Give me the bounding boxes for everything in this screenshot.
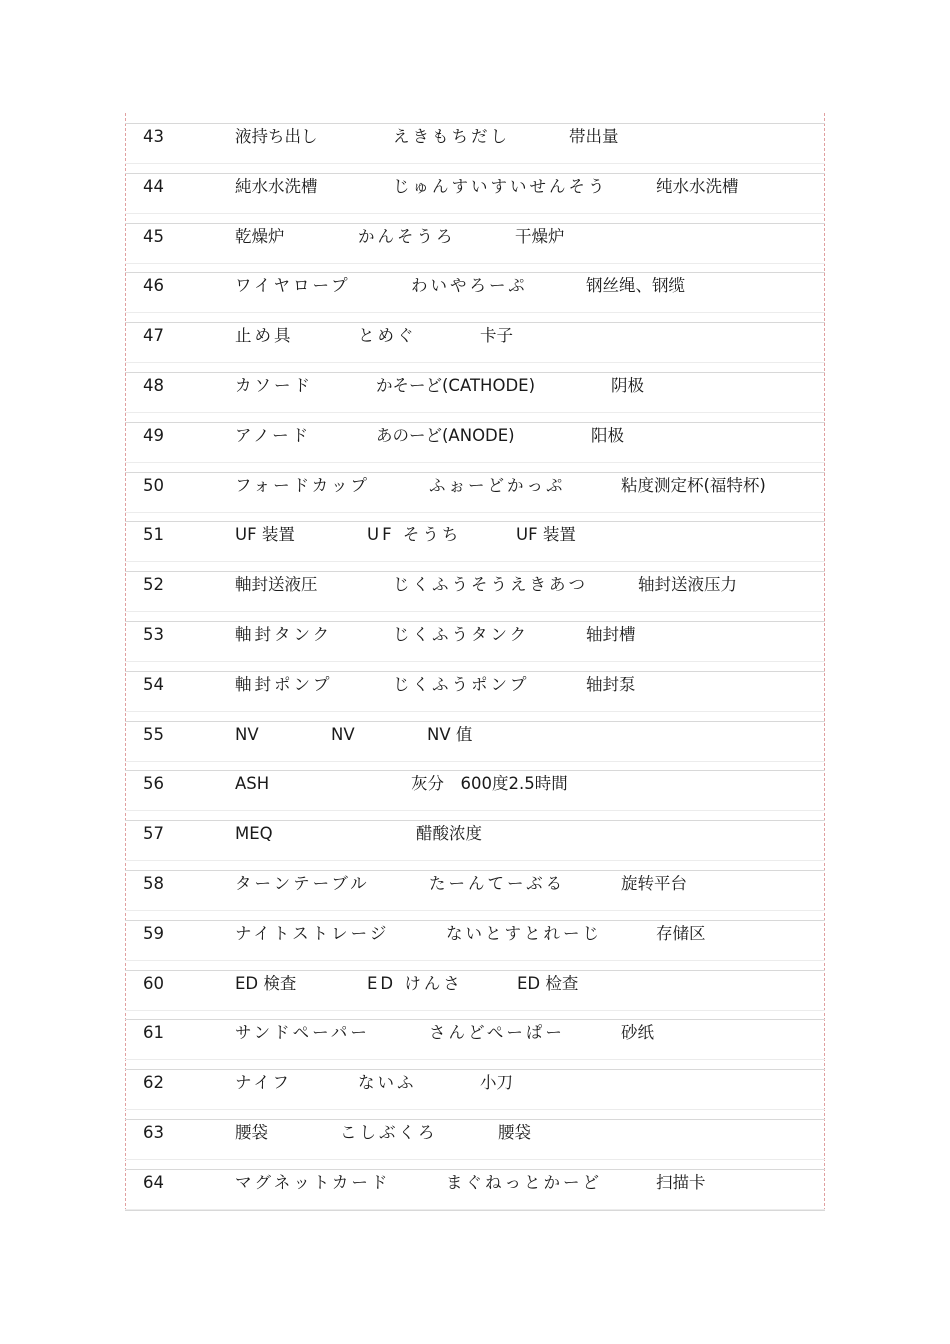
list-item	[0, 323, 950, 349]
row-divider	[125, 412, 825, 413]
row-divider	[125, 1119, 825, 1120]
item-number: 60	[143, 974, 164, 993]
row-divider	[125, 1210, 825, 1211]
item-number: 64	[143, 1173, 164, 1192]
term-chinese: 卡子	[480, 326, 513, 345]
item-number: 51	[143, 525, 164, 544]
item-number: 62	[143, 1073, 164, 1092]
term-japanese: 液持ち出し	[235, 127, 318, 146]
list-item	[0, 572, 950, 598]
term-japanese: MEQ	[235, 824, 273, 843]
item-number: 53	[143, 625, 164, 644]
term-note: 醋酸浓度	[416, 824, 482, 843]
term-reading: ないとすとれーじ	[446, 924, 602, 943]
list-item	[0, 473, 950, 499]
term-chinese: 腰袋	[498, 1123, 531, 1142]
row-divider	[125, 422, 825, 423]
term-reading: こしぶくろ	[340, 1123, 438, 1142]
row-divider	[125, 611, 825, 612]
term-japanese: フォードカップ	[235, 476, 371, 495]
item-number: 63	[143, 1123, 164, 1142]
term-reading: UF そうち	[367, 525, 462, 544]
term-chinese: 帯出量	[569, 127, 619, 146]
row-divider	[125, 621, 825, 622]
item-number: 58	[143, 874, 164, 893]
term-chinese: 阳极	[591, 426, 624, 445]
row-divider	[125, 521, 825, 522]
term-japanese: 純水水洗槽	[235, 177, 318, 196]
item-number: 52	[143, 575, 164, 594]
list-item	[0, 273, 950, 299]
row-divider	[125, 223, 825, 224]
row-divider	[125, 910, 825, 911]
term-reading: じくふうそうえきあつ	[393, 575, 588, 594]
list-item	[0, 622, 950, 648]
term-reading: ふぉーどかっぷ	[429, 476, 566, 495]
row-divider	[125, 123, 825, 124]
row-divider	[125, 173, 825, 174]
term-chinese: 轴封泵	[586, 675, 636, 694]
term-japanese: 乾燥炉	[235, 227, 285, 246]
list-item	[0, 921, 950, 947]
item-number: 48	[143, 376, 164, 395]
term-japanese: 腰袋	[235, 1123, 268, 1142]
term-japanese: ED 検査	[235, 974, 297, 993]
list-item	[0, 1020, 950, 1046]
term-chinese: 粘度测定杯(福特杯)	[621, 476, 766, 495]
row-divider	[125, 561, 825, 562]
row-divider	[125, 571, 825, 572]
row-divider	[125, 1010, 825, 1011]
term-note: 灰分 600度2.5時間	[411, 774, 568, 793]
list-item	[0, 871, 950, 897]
term-chinese: 扫描卡	[656, 1173, 706, 1192]
item-number: 47	[143, 326, 164, 345]
term-chinese: 干燥炉	[515, 227, 565, 246]
row-divider	[125, 770, 825, 771]
term-chinese: 砂纸	[621, 1023, 654, 1042]
row-divider	[125, 462, 825, 463]
item-number: 56	[143, 774, 164, 793]
row-divider	[125, 860, 825, 861]
item-number: 43	[143, 127, 164, 146]
term-japanese: サンドペーパー	[235, 1023, 370, 1042]
item-number: 61	[143, 1023, 164, 1042]
term-chinese: UF 装置	[516, 525, 576, 544]
term-chinese: 轴封槽	[586, 625, 636, 644]
term-japanese: 軸封タンク	[235, 625, 333, 644]
term-japanese: 軸封ポンプ	[235, 675, 333, 694]
term-reading: たーんてーぶる	[429, 874, 566, 893]
term-japanese: UF 装置	[235, 525, 295, 544]
item-number: 45	[143, 227, 164, 246]
term-chinese: 小刀	[480, 1073, 513, 1092]
row-divider	[125, 1069, 825, 1070]
row-divider	[125, 820, 825, 821]
term-japanese: アノード	[235, 426, 312, 445]
term-reading: わいやろーぷ	[411, 276, 528, 295]
term-reading: じくふうタンク	[393, 625, 530, 644]
row-divider	[125, 163, 825, 164]
term-reading: じくふうポンプ	[393, 675, 530, 694]
list-item	[0, 224, 950, 250]
list-item	[0, 124, 950, 150]
term-reading: まぐねっとかーど	[446, 1173, 602, 1192]
list-item	[0, 1120, 950, 1146]
term-reading: NV	[331, 725, 355, 744]
list-item	[0, 971, 950, 997]
row-divider	[125, 1059, 825, 1060]
item-number: 57	[143, 824, 164, 843]
term-japanese: ASH	[235, 774, 270, 793]
list-item	[0, 1170, 950, 1196]
row-divider	[125, 372, 825, 373]
item-number: 55	[143, 725, 164, 744]
term-reading: あのーど(ANODE)	[376, 426, 515, 445]
term-japanese: ナイフ	[235, 1073, 292, 1092]
term-japanese: ワイヤロープ	[235, 276, 351, 295]
item-number: 49	[143, 426, 164, 445]
term-chinese: 阴极	[611, 376, 644, 395]
list-item	[0, 821, 950, 847]
term-reading: かんそうろ	[358, 227, 456, 246]
term-reading: さんどぺーぱー	[429, 1023, 565, 1042]
term-reading: ED けんさ	[367, 974, 463, 993]
row-divider	[125, 1019, 825, 1020]
list-item	[0, 771, 950, 797]
term-japanese: 止め具	[235, 326, 294, 345]
term-reading: かそーど(CATHODE)	[376, 376, 536, 395]
item-number: 46	[143, 276, 164, 295]
term-chinese: 存储区	[656, 924, 706, 943]
row-divider	[125, 472, 825, 473]
row-divider	[125, 213, 825, 214]
term-chinese: NV 值	[427, 725, 473, 744]
row-divider	[125, 263, 825, 264]
row-divider	[125, 1109, 825, 1110]
term-chinese: 轴封送液压力	[638, 575, 737, 594]
row-divider	[125, 711, 825, 712]
row-divider	[125, 272, 825, 273]
row-divider	[125, 362, 825, 363]
term-reading: ないふ	[358, 1073, 417, 1092]
term-chinese: 纯水水洗槽	[656, 177, 739, 196]
row-divider	[125, 721, 825, 722]
term-japanese: ナイトストレージ	[235, 924, 390, 943]
term-chinese: 旋转平台	[621, 874, 687, 893]
term-japanese: カソード	[235, 376, 313, 395]
row-divider	[125, 1159, 825, 1160]
row-divider	[125, 661, 825, 662]
list-item	[0, 373, 950, 399]
row-divider	[125, 671, 825, 672]
item-number: 54	[143, 675, 164, 694]
row-divider	[125, 920, 825, 921]
row-divider	[125, 322, 825, 323]
row-divider	[125, 1169, 825, 1170]
list-item	[0, 423, 950, 449]
row-divider	[125, 810, 825, 811]
item-number: 59	[143, 924, 164, 943]
row-divider	[125, 312, 825, 313]
item-number: 44	[143, 177, 164, 196]
list-item	[0, 672, 950, 698]
term-japanese: ターンテーブル	[235, 874, 370, 893]
term-japanese: NV	[235, 725, 259, 744]
list-item	[0, 174, 950, 200]
term-reading: とめぐ	[358, 326, 417, 345]
list-item	[0, 522, 950, 548]
term-chinese: 钢丝绳、钢缆	[586, 276, 685, 295]
row-divider	[125, 960, 825, 961]
row-divider	[125, 870, 825, 871]
term-japanese: マグネットカード	[235, 1173, 391, 1192]
row-divider	[125, 512, 825, 513]
row-divider	[125, 970, 825, 971]
item-number: 50	[143, 476, 164, 495]
list-item	[0, 1070, 950, 1096]
term-reading: じゅんすいすいせんそう	[393, 177, 608, 196]
term-japanese: 軸封送液圧	[235, 575, 318, 594]
row-divider	[125, 761, 825, 762]
term-chinese: ED 检查	[517, 974, 579, 993]
term-reading: えきもちだし	[393, 127, 510, 146]
list-item	[0, 722, 950, 748]
